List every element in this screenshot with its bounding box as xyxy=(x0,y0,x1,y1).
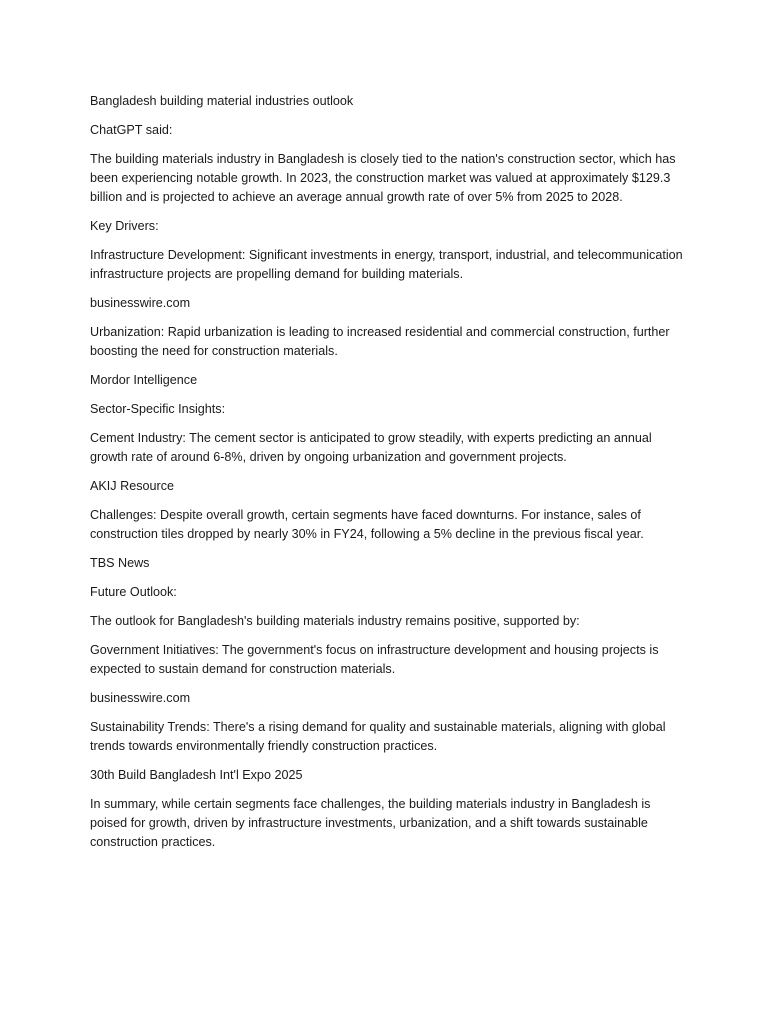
paragraph-sustainability: Sustainability Trends: There's a rising demand for quality and sustainable materials, aligning with global trends towards environmentally friendly construction practices. xyxy=(90,720,666,753)
paragraph-urbanization: Urbanization: Rapid urbanization is leading to increased residential and commercial construction, further boosting the need for construction materials. xyxy=(90,325,670,358)
paragraph-outlook: The outlook for Bangladesh's building materials industry remains positive, supported by: xyxy=(90,614,580,628)
source-label: AKIJ Resource xyxy=(90,479,174,493)
document-body xyxy=(90,92,690,862)
source-label: businesswire.com xyxy=(90,691,191,705)
intro-paragraph: The building materials industry in Bangladesh is closely tied to the nation's construction sector, which has been experiencing notable growth. In 2023, the construction market was valued at approximately $129.3 billion and is projected to achieve an average annual growth rate of over 5% from 2025 to 2028. xyxy=(90,152,676,204)
paragraph-government: Government Initiatives: The government's focus on infrastructure development and housing projects is expected to sustain demand for construction materials. xyxy=(90,643,659,676)
paragraph-infrastructure: Infrastructure Development: Significant investments in energy, transport, industrial, and telecommunication infrastructure projects are propelling demand for building materials. xyxy=(90,248,683,281)
source-label: businesswire.com xyxy=(90,296,191,310)
document-title: Bangladesh building material industries outlook xyxy=(90,94,354,108)
source-label: TBS News xyxy=(90,556,150,570)
section-heading-sector-insights: Sector-Specific Insights: xyxy=(90,402,226,416)
paragraph-challenges: Challenges: Despite overall growth, certain segments have faced downturns. For instance, sales of construction tiles dropped by nearly 30% in FY24, following a 5% decline in the previous fiscal year. xyxy=(90,508,644,541)
source-label: Mordor Intelligence xyxy=(90,373,198,387)
summary-paragraph: In summary, while certain segments face challenges, the building materials industry in Bangladesh is poised for growth, driven by infrastructure investments, urbanization, and a shift towards sustainable construction practices. xyxy=(90,797,651,849)
paragraph-cement: Cement Industry: The cement sector is anticipated to grow steadily, with experts predicting an annual growth rate of around 6-8%, driven by ongoing urbanization and government projects. xyxy=(90,431,652,464)
section-heading-key-drivers: Key Drivers: xyxy=(90,219,159,233)
speaker-label: ChatGPT said: xyxy=(90,123,173,137)
source-label: 30th Build Bangladesh Int'l Expo 2025 xyxy=(90,768,303,782)
section-heading-future-outlook: Future Outlook: xyxy=(90,585,177,599)
